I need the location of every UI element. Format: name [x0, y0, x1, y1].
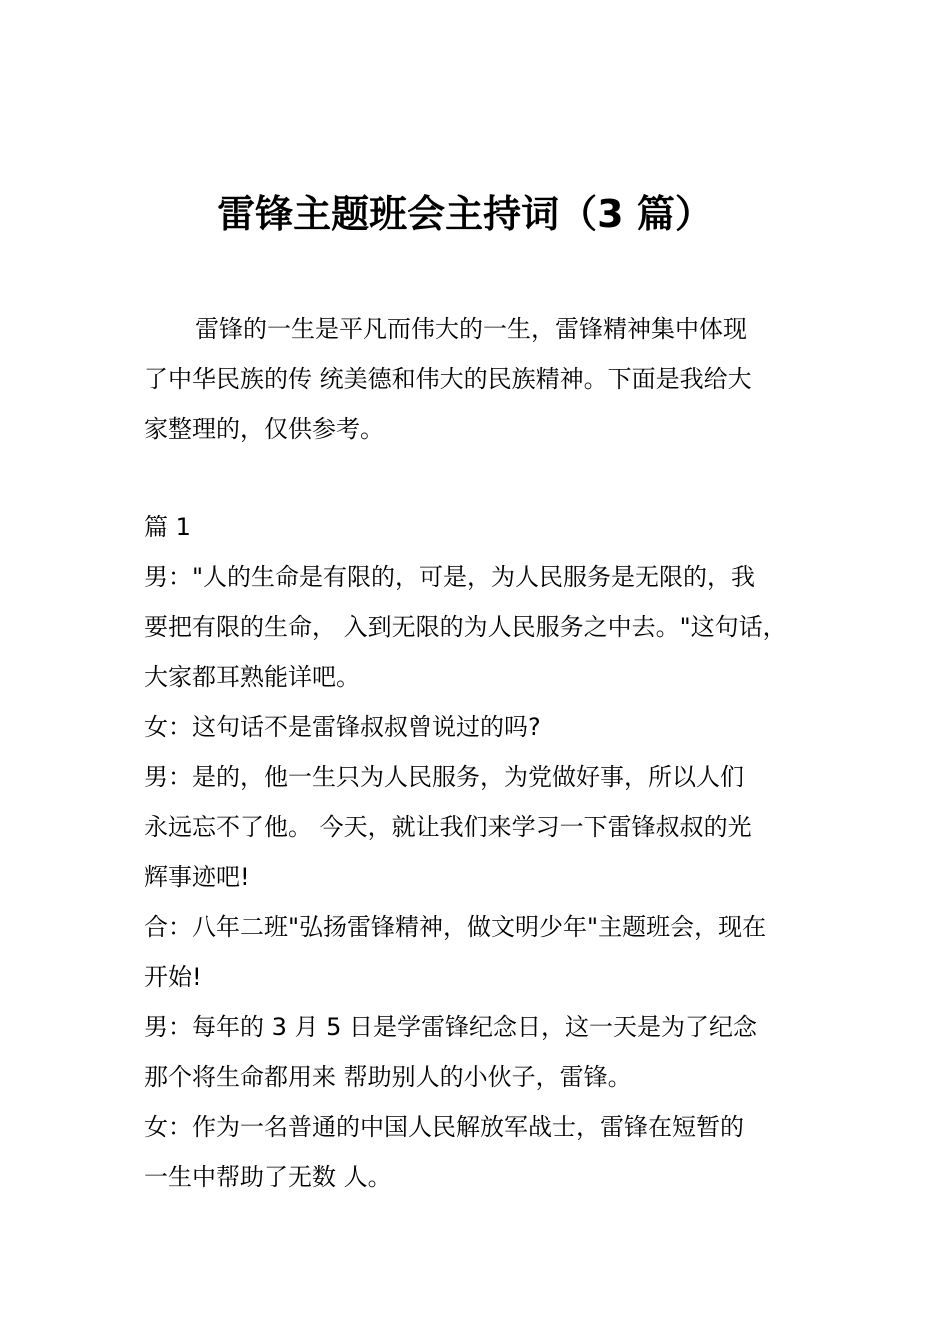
- body-line: 男：每年的 3 月 5 日是学雷锋纪念日，这一天是为了纪念: [144, 1013, 758, 1041]
- intro-paragraph: [144, 304, 844, 454]
- intro-line: 家整理的，仅供参考。: [144, 415, 384, 443]
- body-line: 大家都耳熟能详吧。: [144, 663, 360, 691]
- body-line: 永远忘不了他。 今天，就让我们来学习一下雷锋叔叔的光: [144, 813, 752, 841]
- intro-line: 了中华民族的传 统美德和伟大的民族精神。下面是我给大: [144, 365, 752, 393]
- body-line: 要把有限的生命， 入到无限的为人民服务之中去。"这句话，: [144, 613, 787, 641]
- body-line: 那个将生命都用来 帮助别人的小伙子，雷锋。: [144, 1063, 632, 1091]
- body-line: 开始!: [144, 963, 202, 991]
- intro-line: 雷锋的一生是平凡而伟大的一生，雷锋精神集中体现: [195, 315, 747, 343]
- body-line: 女：作为一名普通的中国人民解放军战士，雷锋在短暂的: [144, 1113, 744, 1141]
- body-line: 男：是的，他一生只为人民服务，为党做好事，所以人们: [144, 763, 744, 791]
- body-line: 合：八年二班"弘扬雷锋精神，做文明少年"主题班会，现在: [144, 913, 767, 941]
- body-line: 女：这句话不是雷锋叔叔曾说过的吗?: [144, 713, 541, 741]
- section-heading: 篇 1: [144, 513, 191, 541]
- body-line: 一生中帮助了无数 人。: [144, 1163, 392, 1191]
- body-line: 男："人的生命是有限的，可是，为人民服务是无限的，我: [144, 563, 756, 591]
- section-body: [144, 502, 844, 1202]
- body-line: 辉事迹吧!: [144, 863, 250, 891]
- document-title: 雷锋主题班会主持词（3 篇）: [217, 192, 713, 236]
